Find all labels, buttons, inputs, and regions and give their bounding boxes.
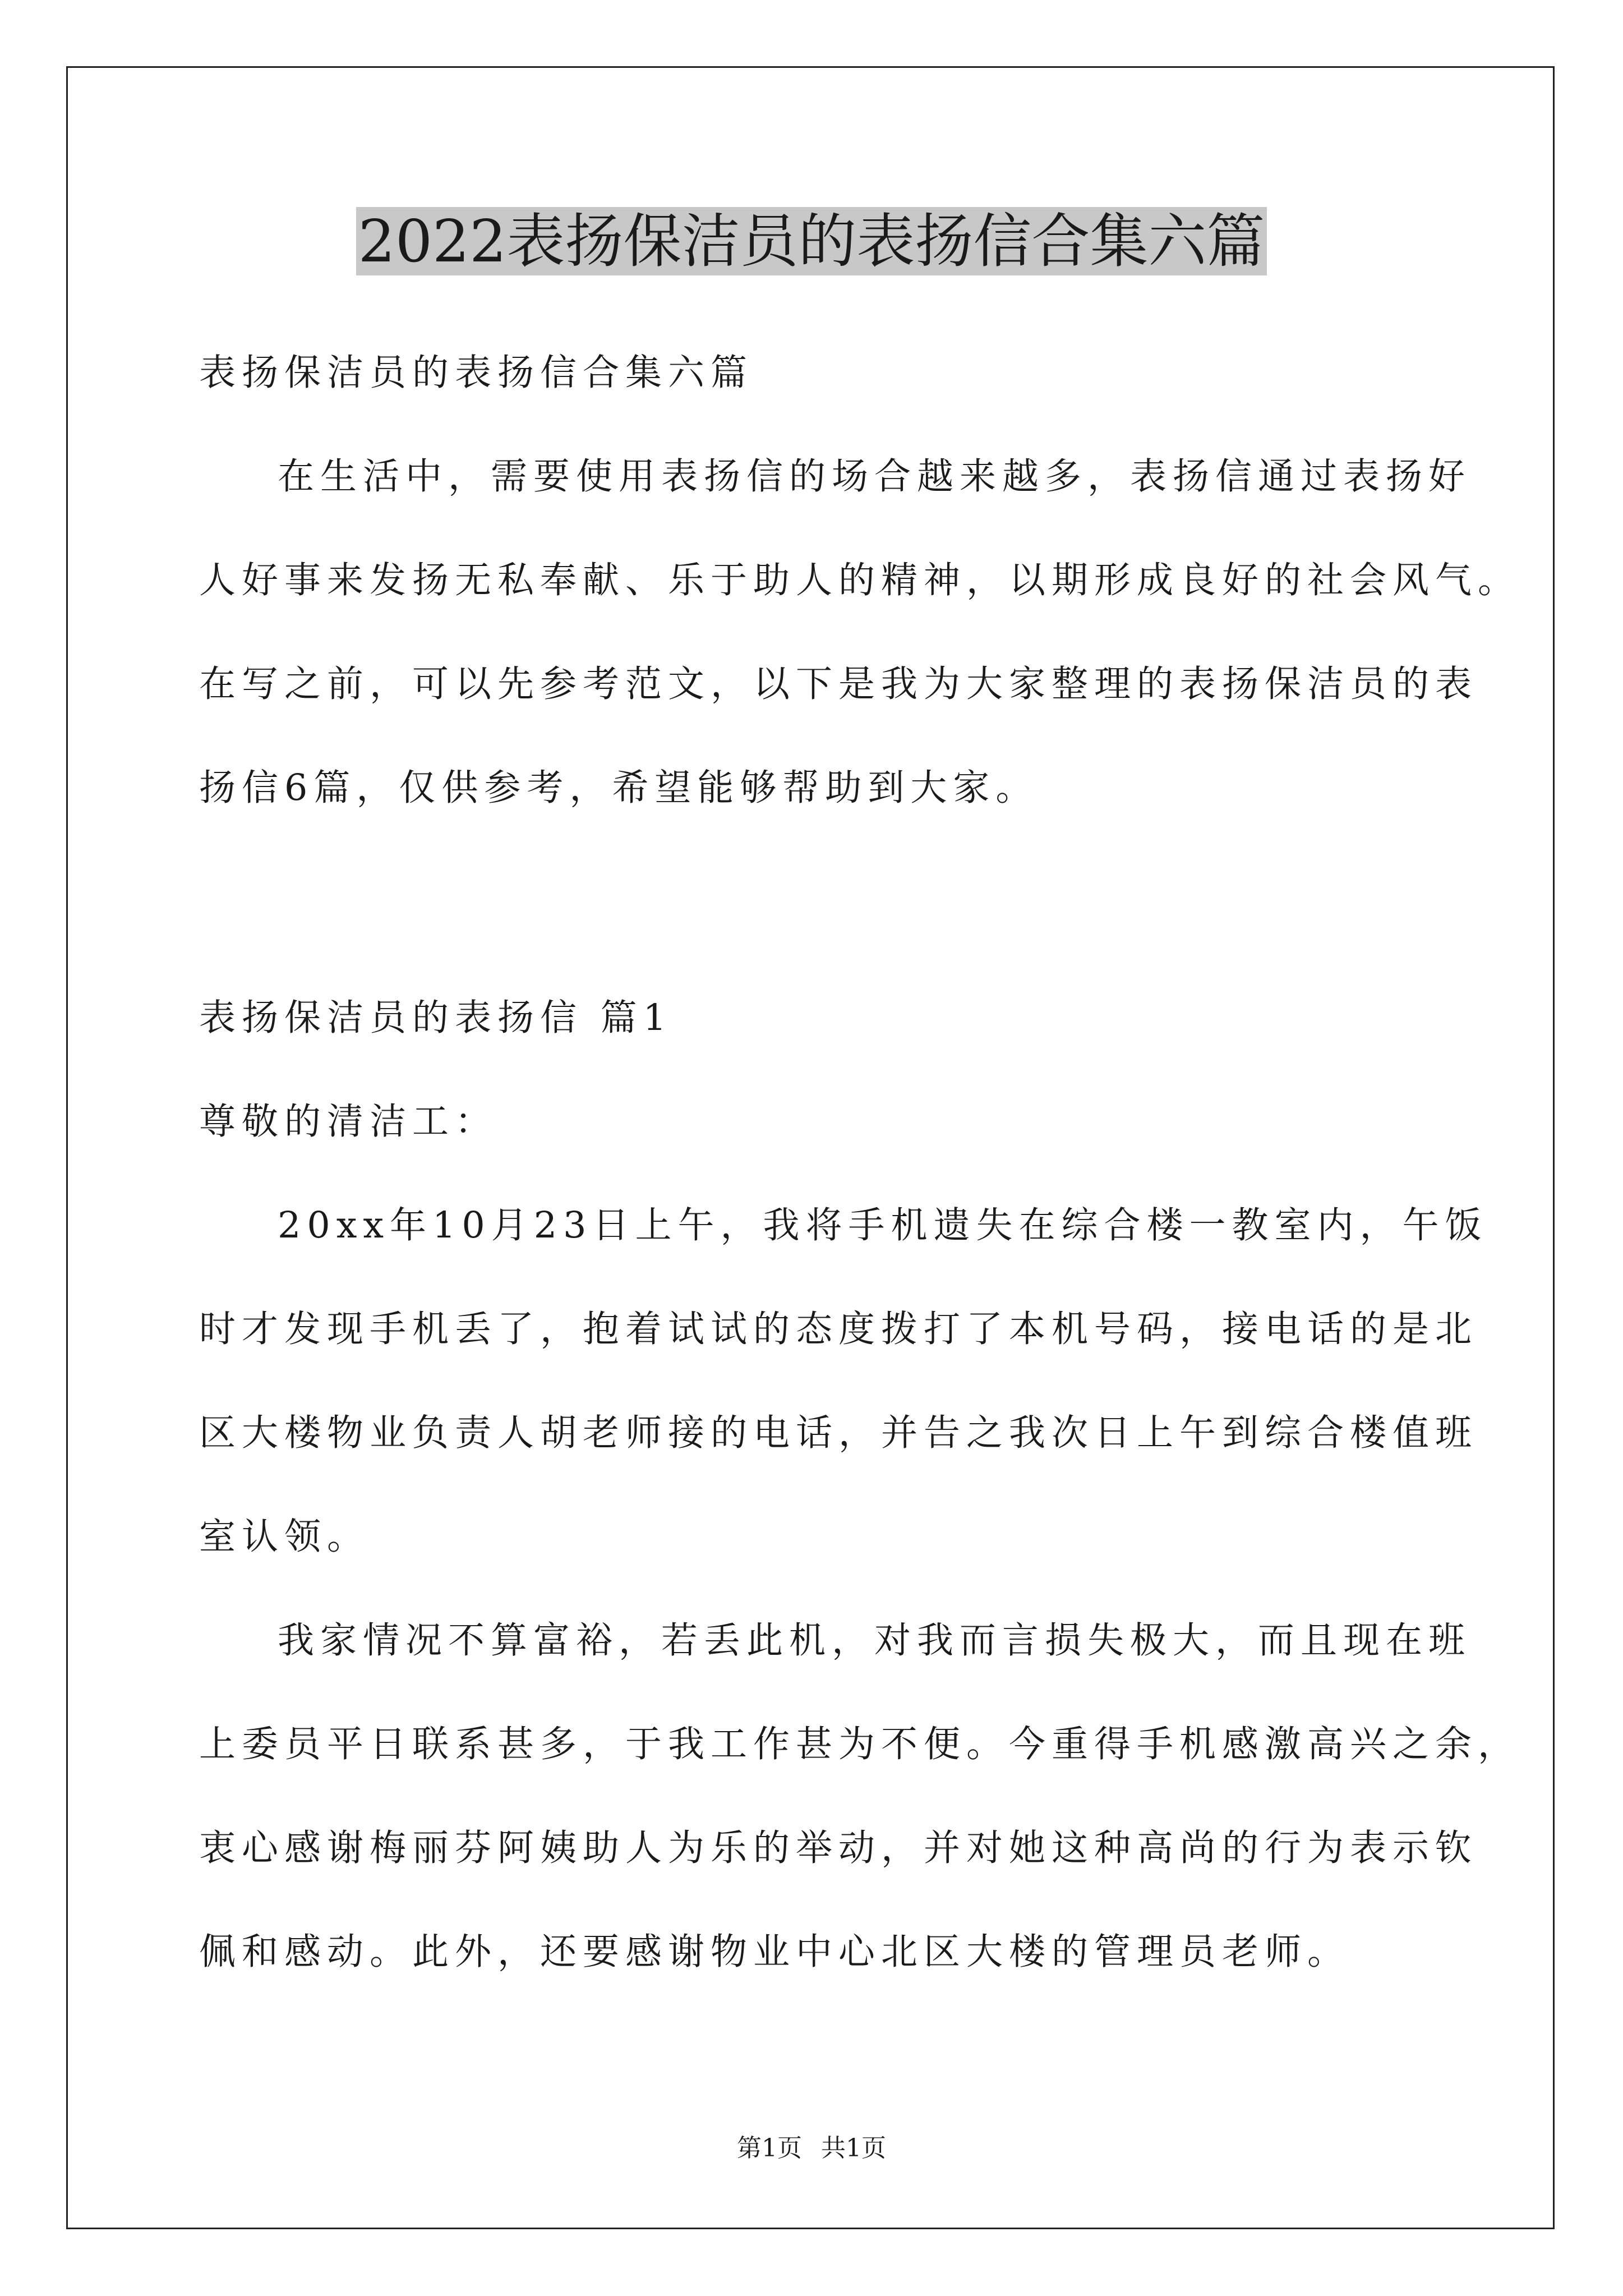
page-total: 共1页: [821, 2134, 886, 2162]
document-subtitle: 表扬保洁员的表扬信合集六篇: [199, 352, 754, 394]
page-footer: [0, 2132, 1623, 2165]
intro-line-4: 扬信6篇，仅供参考，希望能够帮助到大家。: [199, 767, 1039, 809]
intro-line-1: 在生活中，需要使用表扬信的场合越来越多，表扬信通过表扬好: [278, 455, 1472, 498]
intro-line-2: 人好事来发扬无私奉献、乐于助人的精神，以期形成良好的社会风气。: [199, 559, 1521, 601]
para1-line-4: 室认领。: [199, 1516, 370, 1558]
para1-line-3: 区大楼物业负责人胡老师接的电话，并告之我次日上午到综合楼值班: [199, 1412, 1478, 1454]
page-number: 第1页: [737, 2134, 802, 2162]
para2-line-2: 上委员平日联系甚多，于我工作甚为不便。今重得手机感激高兴之余，: [199, 1723, 1521, 1765]
para2-line-3: 衷心感谢梅丽芬阿姨助人为乐的举动，并对她这种高尚的行为表示钦: [199, 1827, 1478, 1869]
para2-line-4: 佩和感动。此外，还要感谢物业中心北区大楼的管理员老师。: [199, 1931, 1350, 1973]
section-heading: 表扬保洁员的表扬信 篇1: [199, 997, 673, 1039]
para1-line-1: 20xx年10月23日上午，我将手机遗失在综合楼一教室内，午饭: [278, 1204, 1488, 1246]
para1-line-2: 时才发现手机丢了，抱着试试的态度拨打了本机号码，接电话的是北: [199, 1308, 1478, 1350]
salutation: 尊敬的清洁工：: [199, 1101, 498, 1143]
document-title: [0, 205, 1623, 278]
document-title-text: 2022表扬保洁员的表扬信合集六篇: [356, 207, 1267, 275]
para2-line-1: 我家情况不算富裕，若丢此机，对我而言损失极大，而且现在班: [278, 1619, 1472, 1662]
intro-line-3: 在写之前，可以先参考范文，以下是我为大家整理的表扬保洁员的表: [199, 663, 1478, 705]
